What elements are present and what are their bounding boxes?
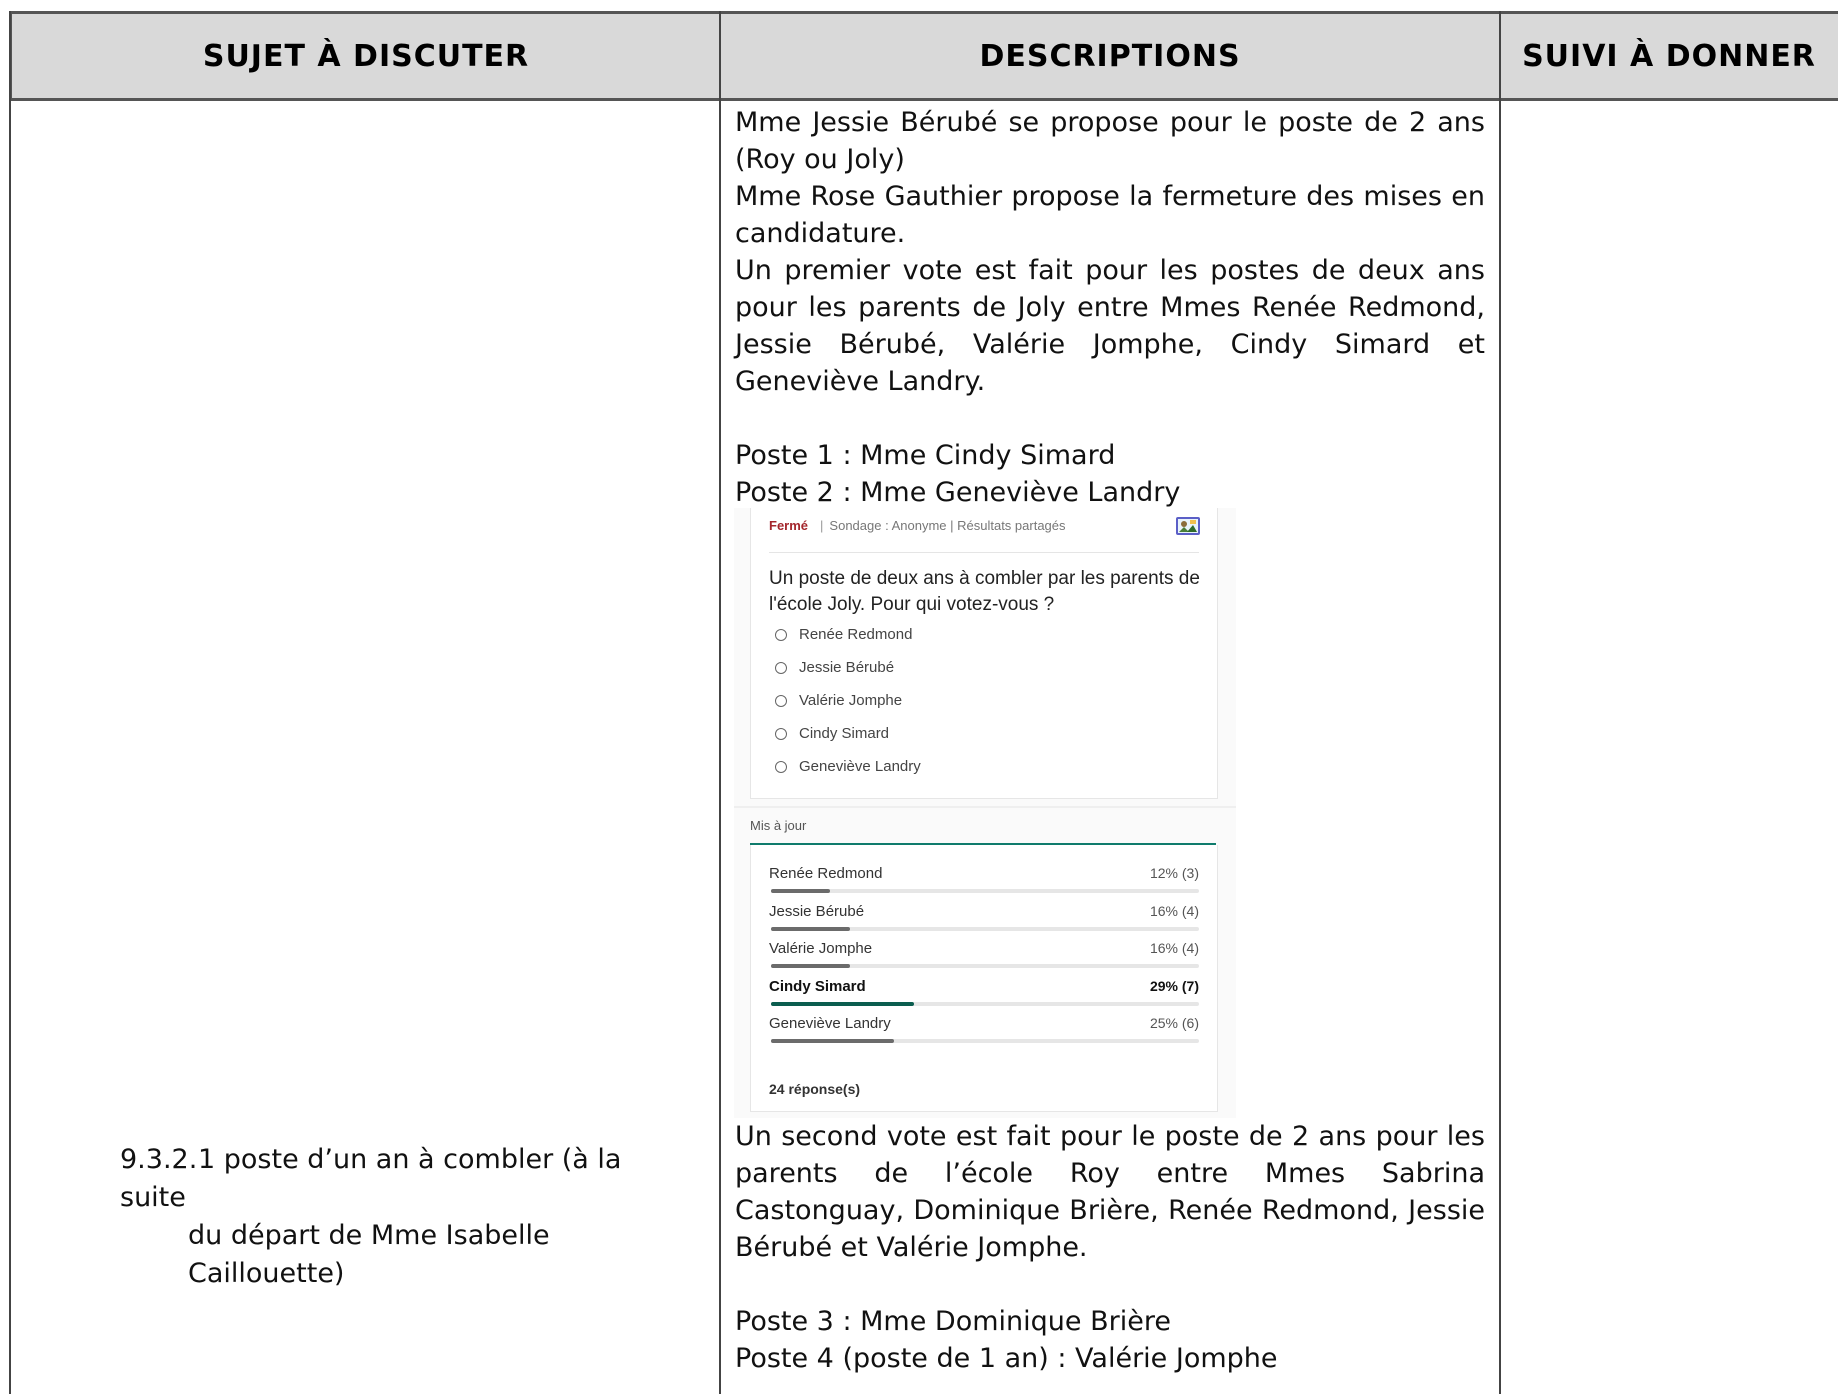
poll-result-bar xyxy=(771,1002,914,1006)
poll-option-label: Geneviève Landry xyxy=(799,758,921,775)
poll-result-bar xyxy=(771,1039,894,1043)
poll-closed-label: Fermé xyxy=(769,518,809,533)
poll-result-bar xyxy=(771,927,850,931)
poll-result-row xyxy=(769,978,1199,996)
poll-result-bar-track xyxy=(771,927,1199,931)
poll-result-row xyxy=(769,903,1199,921)
poll-result-row xyxy=(769,865,1199,883)
poll-option xyxy=(775,692,902,709)
poll-result-percent: 12% (3) xyxy=(1149,865,1199,881)
column-divider-1 xyxy=(719,11,721,1394)
poll-option-label: Valérie Jomphe xyxy=(799,692,903,709)
header-followup: SUIVI À DONNER xyxy=(1500,11,1838,101)
description-paragraph: Mme Rose Gauthier propose la fermeture des mises en candidature. xyxy=(735,181,1485,249)
poll-option xyxy=(775,626,912,643)
poll-result-name: Valérie Jomphe xyxy=(769,940,873,957)
radio-icon xyxy=(775,662,787,674)
poll-result-bar xyxy=(771,964,850,968)
column-divider-2 xyxy=(1499,11,1501,1394)
description-paragraph: Un second vote est fait pour le poste de 2 ans pour les parents de l’école Roy entre Mmes Sabrina Castonguay, Dominique Brière, Renée Redmond, Jessie Bérubé et Valérie Jomphe. xyxy=(735,1121,1485,1263)
poll-meta: Sondage : Anonyme | Résultats partagés xyxy=(829,518,1066,533)
poll-result-row xyxy=(769,940,1199,958)
poll-results-card xyxy=(750,845,1218,1112)
poll-question-card xyxy=(750,508,1218,799)
column-divider-left xyxy=(9,11,11,1394)
poll-updated-label: Mis à jour xyxy=(750,818,807,833)
poste-1-result: Poste 1 : Mme Cindy Simard xyxy=(735,440,1116,471)
poll-result-name: Geneviève Landry xyxy=(769,1015,891,1032)
subject-item-9-3-2 xyxy=(120,1141,690,1293)
poll-result-row xyxy=(769,1015,1199,1033)
poll-app-icon xyxy=(1175,514,1201,538)
poll-result-bar-track xyxy=(771,964,1199,968)
poll-option xyxy=(775,758,921,775)
poll-option xyxy=(775,725,889,742)
poll-total-responses: 24 réponse(s) xyxy=(769,1081,861,1097)
poll-option-label: Jessie Bérubé xyxy=(799,659,895,676)
header-subject: SUJET À DISCUTER xyxy=(9,11,720,101)
poll-status: Fermé | Sondage : Anonyme | Résultats partagés xyxy=(769,518,1066,533)
poll-result-name: Renée Redmond xyxy=(769,865,883,882)
poll-result-name: Jessie Bérubé xyxy=(769,902,865,920)
description-paragraph: Mme Jessie Bérubé se propose pour le poste de 2 ans (Roy ou Joly) xyxy=(735,107,1485,175)
poll-divider xyxy=(769,552,1199,553)
poll-option-label: Renée Redmond xyxy=(799,626,913,643)
description-paragraph: Un premier vote est fait pour les postes de deux ans pour les parents de Joly entre Mmes Renée Redmond, Jessie Bérubé, Valérie Jomphe, Cindy Simard et Geneviève Landry. xyxy=(735,255,1485,397)
poll-result-bar-track xyxy=(771,889,1199,893)
poll-result-bar-track xyxy=(771,1039,1199,1043)
radio-icon xyxy=(775,629,787,641)
poll-result-percent: 25% (6) xyxy=(1149,1015,1199,1031)
poll-result-name: Cindy Simard xyxy=(769,977,866,995)
subject-number: 9.3.2. xyxy=(120,1144,198,1175)
radio-icon xyxy=(775,761,787,773)
poll-separator xyxy=(734,806,1236,808)
description-cell xyxy=(735,104,1485,511)
poll-option xyxy=(775,659,894,676)
radio-icon xyxy=(775,695,787,707)
subject-line-2: du départ de Mme Isabelle Caillouette) xyxy=(188,1220,550,1289)
poste-3-result: Poste 3 : Mme Dominique Brière xyxy=(735,1306,1171,1337)
radio-icon xyxy=(775,728,787,740)
poste-4-result: Poste 4 (poste de 1 an) : Valérie Jomphe xyxy=(735,1343,1278,1374)
poste-2-result: Poste 2 : Mme Geneviève Landry xyxy=(735,477,1181,508)
poll-screenshot xyxy=(734,508,1236,1118)
poll-option-label: Cindy Simard xyxy=(799,725,890,742)
poll-result-percent: 16% (4) xyxy=(1149,902,1199,919)
subject-line-1: 1 poste d’un an à combler (à la suite xyxy=(120,1144,622,1213)
description-cell-continued xyxy=(735,1118,1485,1377)
poll-result-percent: 16% (4) xyxy=(1149,940,1199,956)
header-descriptions: DESCRIPTIONS xyxy=(720,11,1500,101)
poll-result-bar-track xyxy=(771,1002,1199,1006)
poll-question: Un poste de deux ans à combler par les parents de l'école Joly. Pour qui votez-vous ? xyxy=(769,568,1200,615)
poll-result-bar xyxy=(771,889,830,893)
poll-result-percent: 29% (7) xyxy=(1149,977,1199,994)
